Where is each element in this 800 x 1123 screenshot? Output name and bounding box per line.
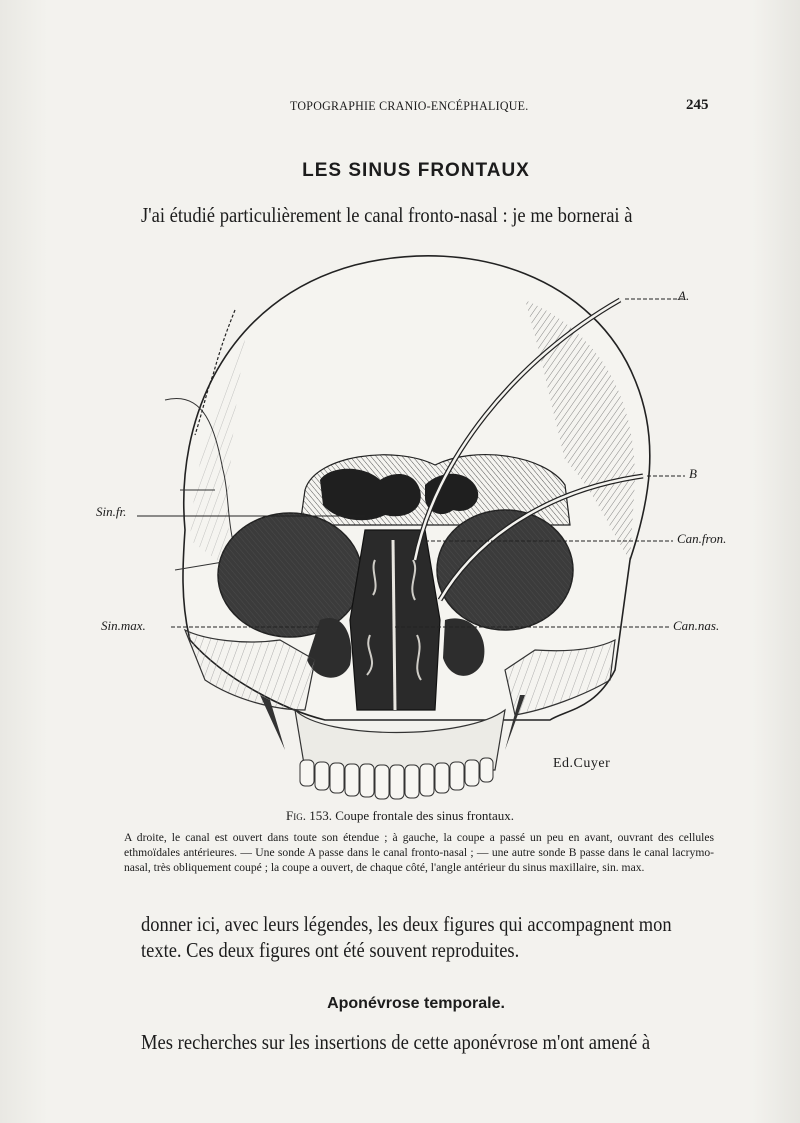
paragraph-top: J'ai étudié particulièrement le canal fronto-nasal : je me bornerai à — [141, 203, 633, 227]
page-number: 245 — [686, 97, 709, 113]
label-a: A. — [678, 288, 690, 303]
figure-caption — [0, 808, 800, 824]
skull-illustration — [95, 240, 775, 810]
figure-number: Fig. 153. — [286, 808, 332, 823]
running-title: TOPOGRAPHIE CRANIO-ENCÉPHALIQUE. — [290, 98, 529, 113]
artist-signature: Ed.Cuyer — [553, 756, 611, 771]
frontal-sinus — [320, 469, 421, 520]
label-sin-fr: Sin.fr. — [96, 504, 127, 519]
skull-figure — [95, 240, 775, 810]
running-head — [0, 98, 800, 120]
section-title: LES SINUS FRONTAUX — [302, 160, 530, 181]
paragraph-bottom-line-1: donner ici, avec leurs légendes, les deux figures qui accompagnent mon — [141, 912, 672, 936]
subsection-title: Aponévrose temporale. — [327, 995, 505, 1012]
figure-legend: A droite, le canal est ouvert dans toute son étendue ; à gauche, la coupe a passé un peu en avant, ouvrant des cellules ethmoïdales antérieures. — Une sonde A passe dans le canal fronto-nasal ; — une autre sonde B passe dans le canal lacrymo-nasal, très obliquement coupé ; la coupe a ouvert, de chaque côté, l'angle antérieur du sinus maxillaire, sin. max. — [124, 831, 714, 875]
label-b: B — [689, 466, 697, 481]
figure-caption-text: Coupe frontale des sinus frontaux. — [335, 808, 514, 823]
label-can-nas: Can.nas. — [673, 618, 720, 633]
label-can-fron: Can.fron. — [677, 531, 727, 546]
paragraph-last: Mes recherches sur les insertions de cette aponévrose m'ont amené à — [141, 1030, 651, 1054]
label-sin-max: Sin.max. — [101, 618, 146, 633]
paragraph-bottom-line-2: texte. Ces deux figures ont été souvent reproduites. — [141, 938, 520, 962]
